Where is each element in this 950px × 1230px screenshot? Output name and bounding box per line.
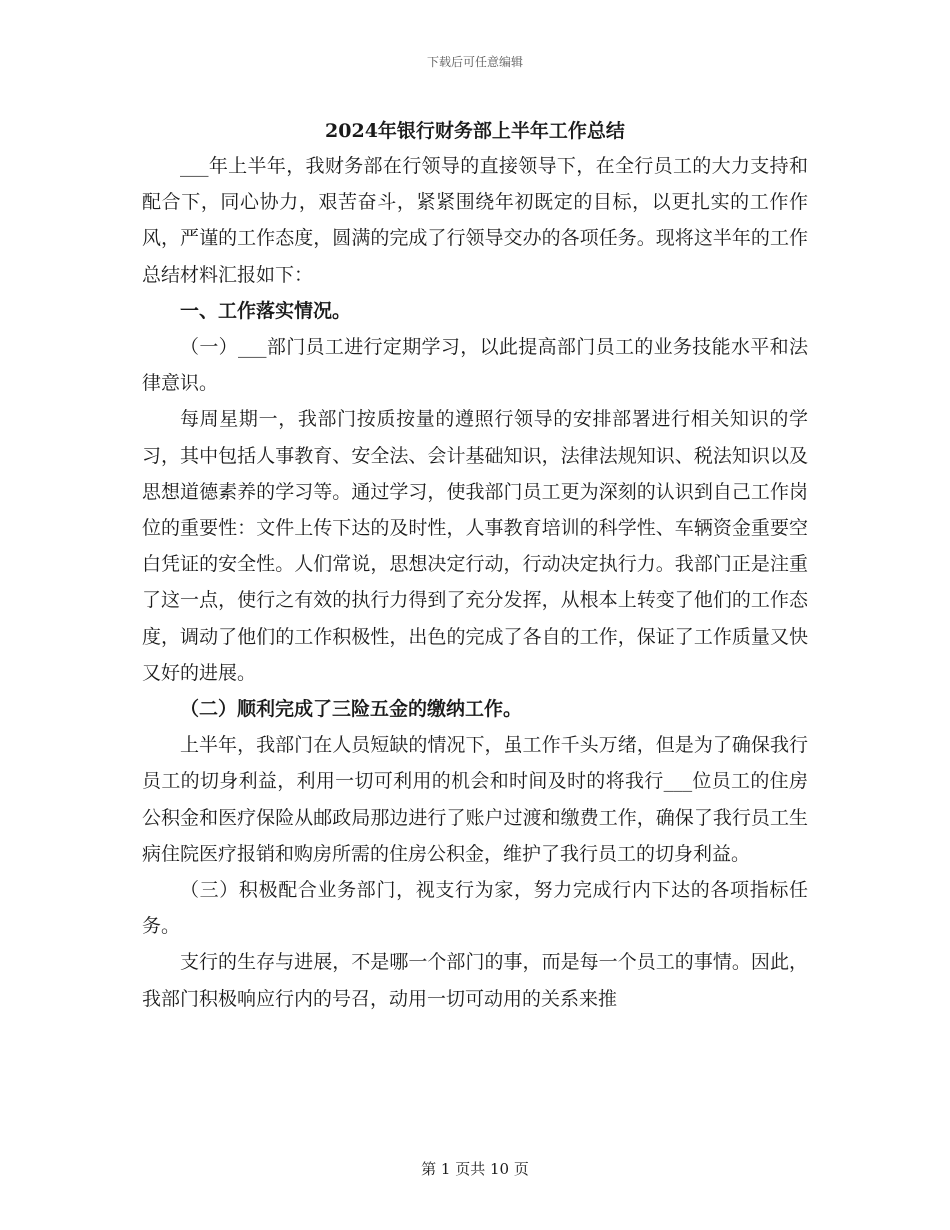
paragraph-subsection-3: （三）积极配合业务部门，视支行为家，努力完成行内下达的各项指标任务。: [142, 879, 808, 938]
page-number-footer: 第 1 页共 10 页: [421, 1160, 529, 1178]
section-heading-work-implementation: 一、工作落实情况。: [180, 299, 352, 322]
document-body: [142, 148, 808, 1017]
paragraph-study-details: 每周星期一，我部门按质按量的遵照行领导的安排部署进行相关知识的学习，其中包括人事教育、安全法、会计基础知识，法律法规知识、税法知识以及思想道德素养的学习等。通过学习，使我部门员工更为深刻的认识到自己工作岗位的重要性：文件上传下达的及时性，人事教育培训的科学性、车辆资金重要空白凭证的安全性。人们常说，思想决定行动，行动决定执行力。我部门正是注重了这一点，使行之有效的执行力得到了充分发挥，从根本上转变了他们的工作态度，调动了他们的工作积极性，出色的完成了各自的工作，保证了工作质量又快又好的进展。: [142, 408, 808, 684]
paragraph-branch-development: 支行的生存与进展，不是哪一个部门的事，而是每一个员工的事情。因此，我部门积极响应行内的号召，动用一切可动用的关系来推: [142, 951, 808, 1010]
paragraph-subsection-1: （一）___部门员工进行定期学习，以此提高部门员工的业务技能水平和法律意识。: [142, 336, 808, 395]
paragraph-intro: ___年上半年，我财务部在行领导的直接领导下，在全行员工的大力支持和配合下，同心协力，艰苦奋斗，紧紧围绕年初既定的目标，以更扎实的工作作风，严谨的工作态度，圆满的完成了行领导交办的各项任务。现将这半年的工作总结材料汇报如下：: [142, 155, 808, 286]
page-header-note: 下载后可任意编辑: [426, 55, 523, 69]
paragraph-insurance-details: 上半年，我部门在人员短缺的情况下，虽工作千头万绪，但是为了确保我行员工的切身利益，利用一切可利用的机会和时间及时的将我行___位员工的住房公积金和医疗保险从邮政局那边进行了账户过渡和缴费工作，确保了我行员工生病住院医疗报销和购房所需的住房公积金，维护了我行员工的切身利益。: [142, 734, 808, 865]
document-title: 2024年银行财务部上半年工作总结: [325, 120, 625, 142]
subsection-heading-insurance: （二）顺利完成了三险五金的缴纳工作。: [180, 698, 523, 721]
